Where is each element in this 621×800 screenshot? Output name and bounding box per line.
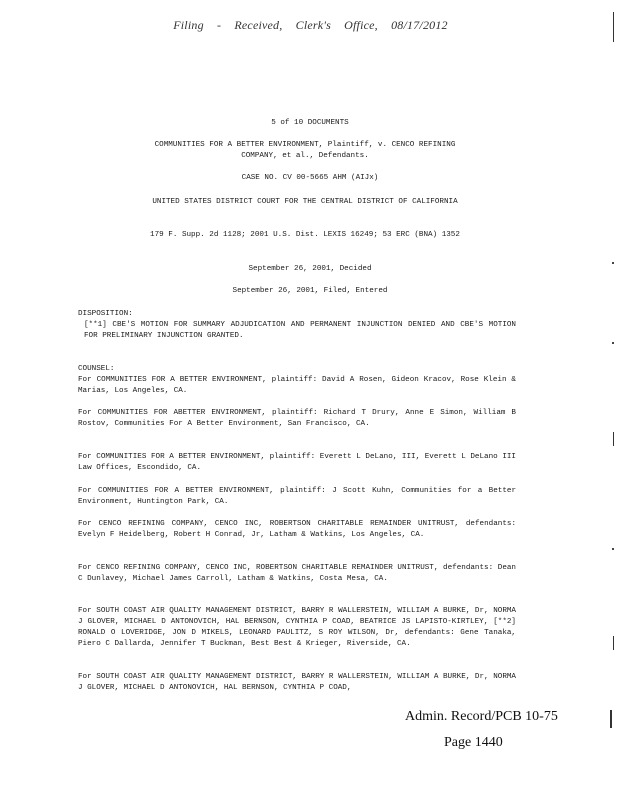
admin-record-label: Admin. Record/PCB 10-75	[405, 709, 558, 724]
counsel-entry: For CENCO REFINING COMPANY, CENCO INC, ROBERTSON CHARITABLE REMAINDER UNITRUST, defendants: Evelyn F Heidelberg, Robert H Conrad, Jr, Latham & Watkins, Los Angeles, CA.	[78, 520, 516, 539]
counsel-entry: For COMMUNITIES FOR A BETTER ENVIRONMENT, plaintiff: J Scott Kuhn, Communities for a Better Environment, Huntington Park, CA.	[78, 487, 516, 506]
case-number: CASE NO. CV 00-5665 AHM (AIJx)	[241, 174, 379, 182]
filing-stamp: Filing - Received, Clerk's Office, 08/17/2012	[173, 18, 448, 32]
counsel-entry: For SOUTH COAST AIR QUALITY MANAGEMENT DISTRICT, BARRY R WALLERSTEIN, WILLIAM A BURKE, Dr, NORMA J GLOVER, MICHAEL D ANTONOVICH, HAL BERNSON, CYNTHIA P COAD, BEATRICE JS LAPISTO-KIRTLEY, [**2] RONALD O LOVERIDGE, JON D MIKELS, LEONARD PAULITZ, S ROY WILSON, Dr, defendants: Gene Tanaka, Piero C Dallarda, Jennifer T Buckman, Best Best & Krieger, Riverside, CA.	[78, 607, 516, 648]
counsel-entry: For COMMUNITIES FOR A BETTER ENVIRONMENT, plaintiff: Everett L DeLano, III, Everett L DeLano III Law Offices, Escondido, CA.	[78, 453, 516, 472]
case-caption: COMMUNITIES FOR A BETTER ENVIRONMENT, Plaintiff, v. CENCO REFINING COMPANY, et al., Defendants.	[154, 141, 456, 160]
scan-edge-dot	[612, 262, 614, 264]
decided-date: September 26, 2001, Decided	[248, 265, 372, 273]
counsel-entry: For SOUTH COAST AIR QUALITY MANAGEMENT DISTRICT, BARRY R WALLERSTEIN, WILLIAM A BURKE, Dr, NORMA J GLOVER, MICHAEL D ANTONOVICH, HAL BERNSON, CYNTHIA P COAD,	[78, 673, 516, 692]
counsel-entry: For COMMUNITIES FOR A BETTER ENVIRONMENT, plaintiff: David A Rosen, Gideon Kracov, Rose Klein & Marias, Los Angeles, CA.	[78, 376, 516, 395]
filed-date: September 26, 2001, Filed, Entered	[232, 287, 388, 295]
scan-edge-mark	[613, 432, 614, 446]
scan-edge-mark	[613, 636, 614, 650]
scan-edge-mark	[610, 710, 612, 728]
disposition-text: [**1] CBE'S MOTION FOR SUMMARY ADJUDICATION AND PERMANENT INJUNCTION DENIED AND CBE'S MOTION FOR PRELIMINARY INJUNCTION GRANTED.	[84, 321, 516, 340]
counsel-heading: COUNSEL:	[78, 365, 115, 373]
scan-edge-dot	[612, 548, 614, 550]
scan-edge-mark	[613, 12, 614, 42]
page-number: Page 1440	[444, 735, 503, 750]
scan-edge-dot	[612, 342, 614, 344]
court-name: UNITED STATES DISTRICT COURT FOR THE CENTRAL DISTRICT OF CALIFORNIA	[152, 198, 458, 206]
disposition-heading: DISPOSITION:	[78, 310, 133, 318]
document-count: 5 of 10 DOCUMENTS	[271, 119, 349, 127]
citation: 179 F. Supp. 2d 1128; 2001 U.S. Dist. LEXIS 16249; 53 ERC (BNA) 1352	[150, 231, 460, 239]
counsel-entry: For CENCO REFINING COMPANY, CENCO INC, ROBERTSON CHARITABLE REMAINDER UNITRUST, defendants: Dean C Dunlavey, Michael James Carroll, Latham & Watkins, Costa Mesa, CA.	[78, 564, 516, 583]
counsel-entry: For COMMUNITIES FOR ABETTER ENVIRONMENT, plaintiff: Richard T Drury, Anne E Simon, William B Rostov, Communities For A Better Environment, San Francisco, CA.	[78, 409, 516, 428]
